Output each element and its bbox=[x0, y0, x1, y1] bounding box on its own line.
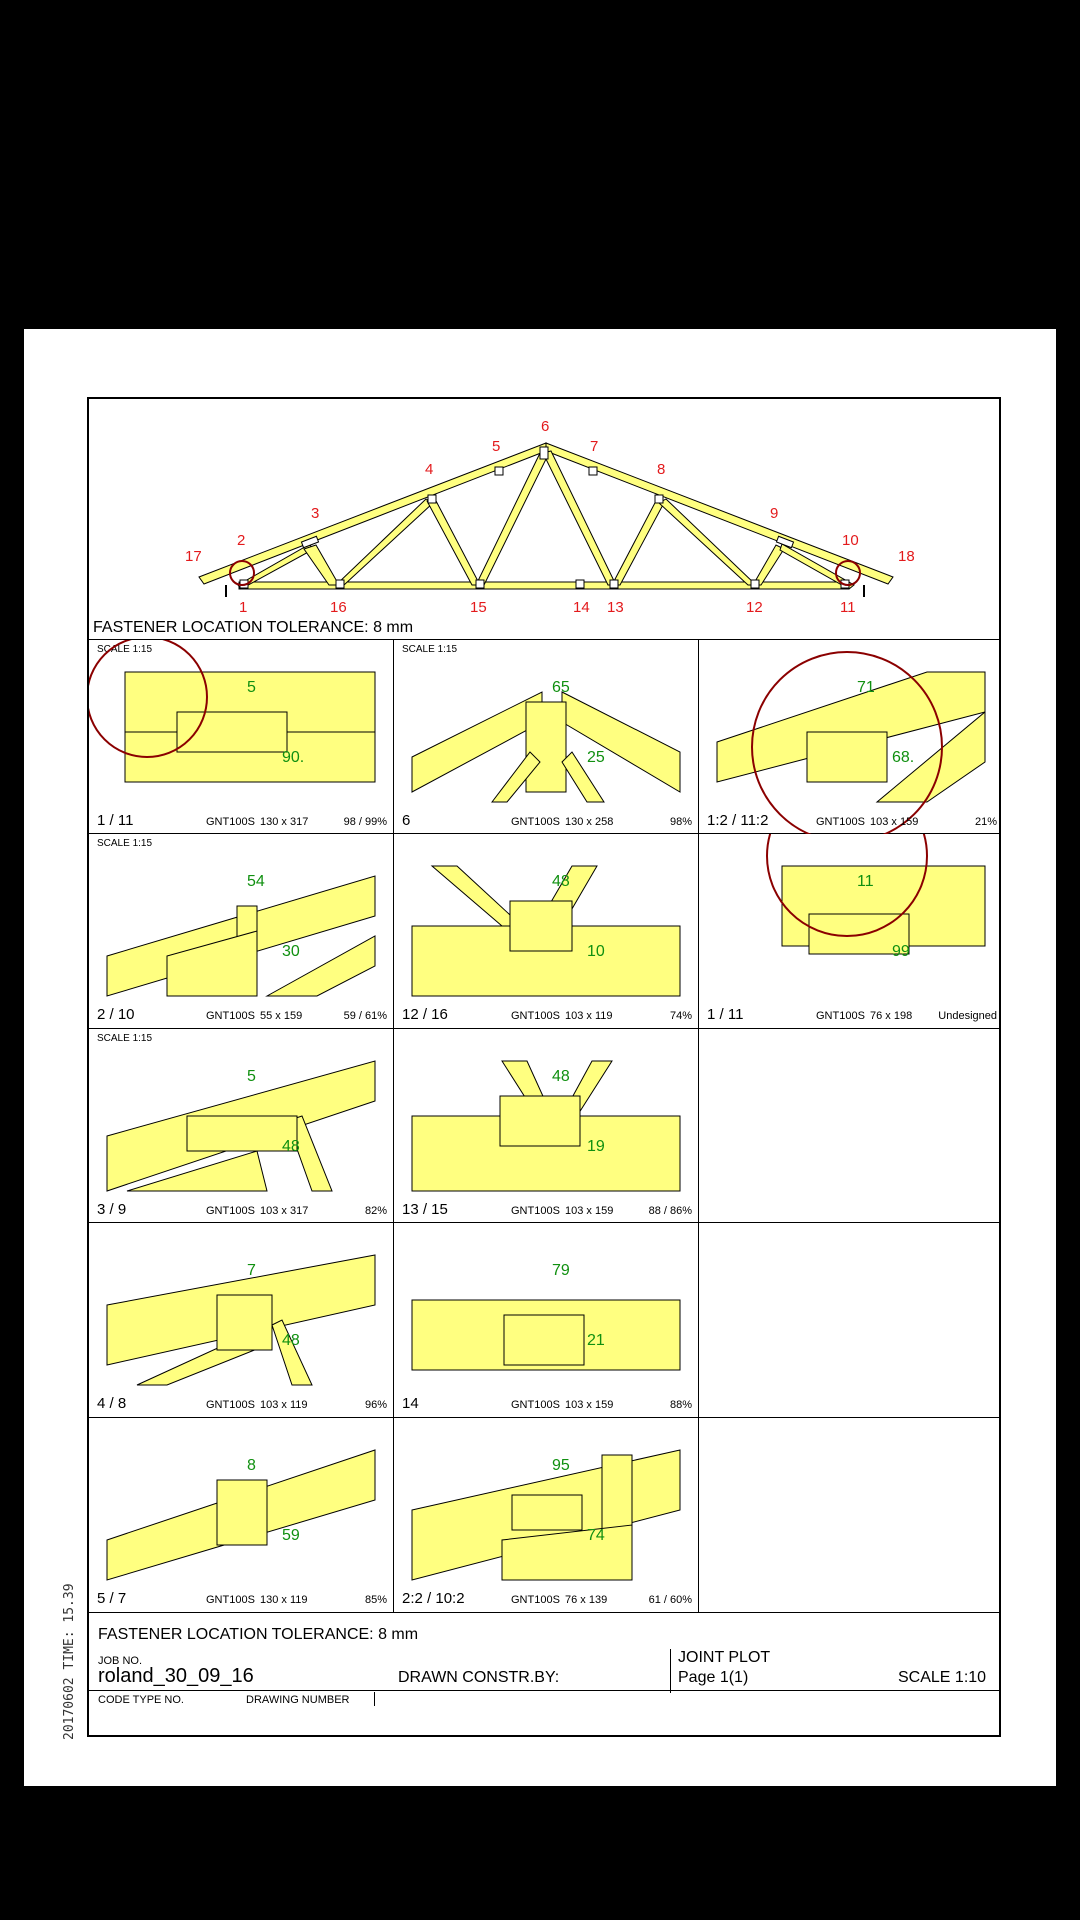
dimension-label: 21 bbox=[587, 1332, 605, 1349]
utilization-ratio: 98% bbox=[669, 816, 692, 828]
dimension-label: 10 bbox=[587, 943, 605, 960]
timber-member bbox=[217, 1480, 267, 1545]
plate-size: 130 x 258 bbox=[565, 816, 614, 828]
utilization-ratio: 88% bbox=[669, 1399, 692, 1411]
dimension-label: 5 bbox=[247, 679, 256, 696]
dimension-label: 90. bbox=[282, 749, 305, 766]
joint-id: 14 bbox=[402, 1395, 419, 1412]
dimension-label: 54 bbox=[247, 873, 265, 890]
utilization-ratio: 85% bbox=[364, 1594, 387, 1606]
node-label: 13 bbox=[607, 599, 624, 616]
dimension-label: 79 bbox=[552, 1262, 570, 1279]
joint-cell bbox=[89, 834, 393, 1028]
web-7 bbox=[612, 499, 665, 585]
joint-cell bbox=[699, 834, 1003, 1028]
dimension-label: 5 bbox=[247, 1068, 256, 1085]
plate-type: GNT100S bbox=[206, 816, 255, 828]
dimension-label: 19 bbox=[587, 1138, 605, 1155]
joint-drawing bbox=[107, 846, 377, 1006]
dimension-label: 74 bbox=[587, 1527, 605, 1544]
plate-size: 130 x 119 bbox=[260, 1594, 308, 1606]
joint-drawing bbox=[107, 1430, 377, 1590]
joint-drawing bbox=[412, 846, 682, 1006]
joint-cell bbox=[89, 1418, 393, 1612]
dimension-label: 48 bbox=[282, 1138, 300, 1155]
joint-scale: SCALE 1:15 bbox=[402, 644, 458, 655]
sheet-scale: SCALE 1:10 bbox=[898, 1669, 987, 1686]
truss-overview bbox=[89, 399, 999, 639]
plate-size: 103 x 159 bbox=[870, 816, 919, 828]
joint-id: 4 / 8 bbox=[97, 1395, 127, 1412]
joint-cell bbox=[89, 640, 393, 834]
joint-cell bbox=[89, 1223, 393, 1417]
utilization-ratio: 21% bbox=[974, 816, 997, 828]
node-label: 15 bbox=[470, 599, 487, 616]
joint-scale: SCALE 1:15 bbox=[97, 1033, 153, 1044]
sheet-title: JOINT PLOT bbox=[678, 1649, 771, 1666]
code-type-label: CODE TYPE NO. bbox=[98, 1694, 184, 1706]
node-label: 4 bbox=[425, 461, 434, 478]
joint-drawing bbox=[717, 652, 987, 812]
dimension-label: 11 bbox=[857, 873, 874, 890]
plate-size: 103 x 119 bbox=[260, 1399, 308, 1411]
utilization-ratio: 96% bbox=[364, 1399, 387, 1411]
plate-size: 55 x 159 bbox=[260, 1010, 303, 1022]
tolerance-text: FASTENER LOCATION TOLERANCE: 8 mm bbox=[93, 619, 414, 636]
joint-cell bbox=[394, 834, 698, 1028]
joint-cell bbox=[89, 1029, 393, 1223]
timber-member bbox=[217, 1295, 272, 1350]
timber-member bbox=[807, 732, 887, 782]
dimension-label: 25 bbox=[587, 749, 605, 766]
joint-drawing bbox=[412, 652, 682, 812]
joint-id: 13 / 15 bbox=[402, 1201, 448, 1218]
joint-scale: SCALE 1:15 bbox=[97, 838, 153, 849]
utilization-ratio: Undesigned bbox=[938, 1010, 997, 1022]
plate-type: GNT100S bbox=[206, 1399, 255, 1411]
joint-cell bbox=[699, 640, 1003, 834]
plate-type: GNT100S bbox=[816, 816, 865, 828]
joint-drawing bbox=[107, 652, 377, 812]
dimension-label: 30 bbox=[282, 943, 300, 960]
node-label: 12 bbox=[746, 599, 763, 616]
timber-member bbox=[512, 1495, 582, 1530]
drawing-frame bbox=[87, 397, 1001, 1737]
node-label: 9 bbox=[770, 505, 779, 522]
dimension-label: 8 bbox=[247, 1457, 256, 1474]
dimension-label: 65 bbox=[552, 679, 570, 696]
plate-type: GNT100S bbox=[206, 1594, 255, 1606]
joint-id: 1:2 / 11:2 bbox=[707, 812, 769, 829]
dimension-label: 48 bbox=[552, 873, 570, 890]
node-label: 1 bbox=[239, 599, 248, 616]
joint-drawing bbox=[412, 1430, 682, 1590]
timber-member bbox=[272, 1320, 312, 1385]
plate-size: 103 x 317 bbox=[260, 1205, 309, 1217]
plate-type: GNT100S bbox=[206, 1205, 255, 1217]
plate-size: 76 x 139 bbox=[565, 1594, 608, 1606]
joint-cell bbox=[394, 1223, 698, 1417]
page-number: Page 1(1) bbox=[678, 1669, 749, 1686]
joint-drawing bbox=[412, 1041, 682, 1201]
joint-id: 1 / 11 bbox=[707, 1006, 744, 1023]
plate-size: 103 x 159 bbox=[565, 1399, 614, 1411]
utilization-ratio: 74% bbox=[669, 1010, 692, 1022]
margin-timestamp: 20170602 TIME: 15.39 bbox=[62, 1583, 77, 1740]
node-label: 5 bbox=[492, 438, 501, 455]
dimension-label: 48 bbox=[552, 1068, 570, 1085]
web-2 bbox=[304, 545, 339, 585]
dimension-label: 48 bbox=[282, 1332, 300, 1349]
utilization-ratio: 61 / 60% bbox=[648, 1594, 692, 1606]
drawing-number-label: DRAWING NUMBER bbox=[246, 1694, 350, 1706]
truss-diagram bbox=[89, 399, 999, 639]
joint-id: 2 / 10 bbox=[97, 1006, 135, 1023]
timber-member bbox=[177, 712, 287, 752]
node-label: 11 bbox=[840, 599, 856, 616]
plate-type: GNT100S bbox=[511, 816, 560, 828]
joint-scale: SCALE 1:15 bbox=[97, 644, 153, 655]
web-9 bbox=[753, 545, 784, 585]
joint-cell bbox=[394, 1418, 698, 1612]
node-label: 18 bbox=[898, 548, 915, 565]
node-label: 16 bbox=[330, 599, 347, 616]
dimension-label: 95 bbox=[552, 1457, 570, 1474]
plate-type: GNT100S bbox=[511, 1010, 560, 1022]
plate-type: GNT100S bbox=[511, 1205, 560, 1217]
utilization-ratio: 88 / 86% bbox=[648, 1205, 692, 1217]
utilization-ratio: 82% bbox=[364, 1205, 387, 1217]
timber-member bbox=[526, 702, 566, 792]
joint-drawing bbox=[107, 1235, 377, 1395]
drawn-by: DRAWN CONSTR.BY: bbox=[398, 1669, 560, 1686]
joint-id: 2:2 / 10:2 bbox=[402, 1590, 465, 1607]
joint-cell bbox=[394, 640, 698, 834]
joint-id: 3 / 9 bbox=[97, 1201, 127, 1218]
timber-member bbox=[504, 1315, 584, 1365]
joint-id: 1 / 11 bbox=[97, 812, 134, 829]
plate-type: GNT100S bbox=[511, 1399, 560, 1411]
web-4 bbox=[427, 499, 480, 585]
timber-member bbox=[602, 1455, 632, 1535]
node-label: 8 bbox=[657, 461, 666, 478]
joint-drawing bbox=[107, 1041, 377, 1201]
joint-drawing bbox=[412, 1235, 682, 1395]
plate-size: 76 x 198 bbox=[870, 1010, 913, 1022]
utilization-ratio: 59 / 61% bbox=[343, 1010, 387, 1022]
plate-size: 103 x 119 bbox=[565, 1010, 613, 1022]
node-label: 14 bbox=[573, 599, 590, 616]
footer-tolerance: FASTENER LOCATION TOLERANCE: 8 mm bbox=[98, 1626, 419, 1643]
dimension-label: 99 bbox=[892, 943, 910, 960]
node-label: 2 bbox=[237, 532, 246, 549]
timber-member bbox=[500, 1096, 580, 1146]
node-label: 3 bbox=[311, 505, 320, 522]
dimension-label: 59 bbox=[282, 1527, 300, 1544]
timber-member bbox=[432, 866, 522, 926]
node-label: 7 bbox=[590, 438, 599, 455]
plate-type: GNT100S bbox=[816, 1010, 865, 1022]
plate-type: GNT100S bbox=[511, 1594, 560, 1606]
job-no-label: JOB NO. bbox=[98, 1655, 143, 1667]
job-no: roland_30_09_16 bbox=[98, 1665, 254, 1687]
timber-member bbox=[510, 901, 572, 951]
plate-size: 103 x 159 bbox=[565, 1205, 614, 1217]
joint-id: 12 / 16 bbox=[402, 1006, 448, 1023]
joint-id: 5 / 7 bbox=[97, 1590, 127, 1607]
plate-size: 130 x 317 bbox=[260, 816, 309, 828]
joint-id: 6 bbox=[402, 812, 411, 829]
utilization-ratio: 98 / 99% bbox=[343, 816, 387, 828]
dimension-label: 68. bbox=[892, 749, 915, 766]
plate-type: GNT100S bbox=[206, 1010, 255, 1022]
dimension-label: 71 bbox=[857, 679, 875, 696]
timber-member bbox=[187, 1116, 297, 1151]
dimension-label: 7 bbox=[247, 1262, 256, 1279]
node-label: 6 bbox=[541, 418, 550, 435]
joint-cell bbox=[394, 1029, 698, 1223]
joint-drawing bbox=[717, 846, 987, 1006]
node-label: 17 bbox=[185, 548, 202, 565]
node-label: 10 bbox=[842, 532, 859, 549]
